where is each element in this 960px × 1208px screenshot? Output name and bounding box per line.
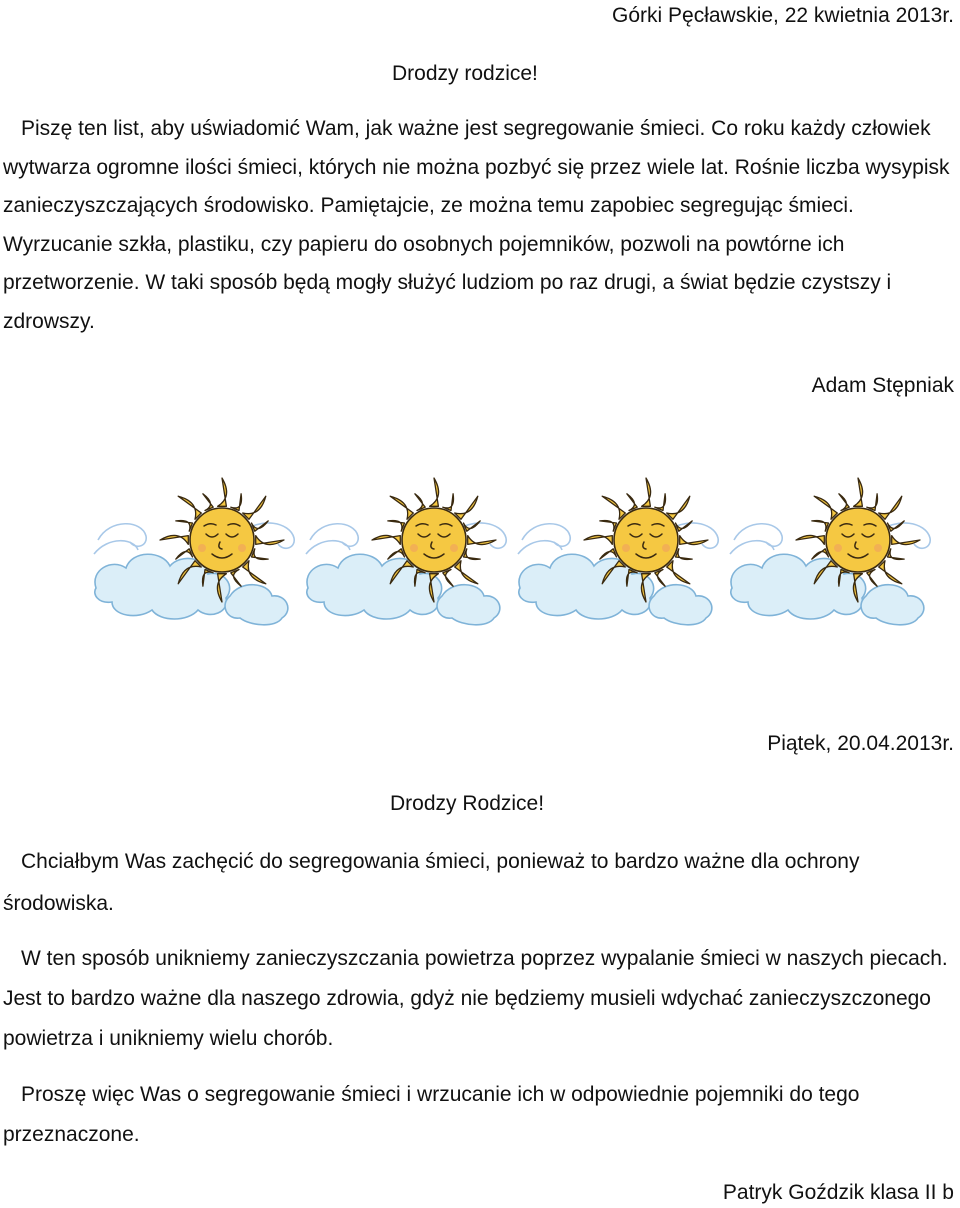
letter2-greeting: Drodzy Rodzice!	[390, 792, 545, 815]
letter2-signature: Patryk Goździk klasa II b	[722, 1181, 954, 1204]
letter2-paragraph-2	[3, 939, 953, 1059]
sun-cloud-banner	[90, 470, 960, 640]
sun-face-icon	[826, 508, 890, 572]
sun-cloud-illustration	[514, 470, 724, 640]
letter1-body	[3, 110, 953, 341]
sun-cloud-svg	[726, 470, 936, 640]
sun-cloud-illustration	[726, 470, 936, 640]
letter2-date: Piątek, 20.04.2013r.	[767, 732, 954, 755]
letter1-signature: Adam Stępniak	[811, 374, 954, 397]
sun-cloud-svg	[514, 470, 724, 640]
sun-face-icon	[402, 508, 466, 572]
sun-cloud-svg	[302, 470, 512, 640]
paragraph-text: Chciałbym Was zachęcić do segregowania śmieci, ponieważ to bardzo ważne dla ochrony środowiska.	[3, 850, 860, 915]
sun-face-icon	[190, 508, 254, 572]
letter2-paragraph-3	[3, 1075, 953, 1155]
letter2-paragraph-1	[3, 841, 953, 925]
sun-cloud-illustration	[90, 470, 300, 640]
letter1-greeting: Drodzy rodzice!	[392, 62, 538, 85]
paragraph-text: Proszę więc Was o segregowanie śmieci i wrzucanie ich w odpowiednie pojemniki do tego przeznaczone.	[3, 1083, 860, 1146]
sun-face-icon	[614, 508, 678, 572]
sun-cloud-svg	[90, 470, 300, 640]
sun-cloud-illustration	[302, 470, 512, 640]
paragraph-text: W ten sposób unikniemy zanieczyszczania powietrza poprzez wypalanie śmieci w naszych piecach. Jest to bardzo ważne dla naszego zdrowia, gdyż nie będziemy musieli wdychać zanieczyszczonego powietrza i unikniemy wielu chorób.	[3, 947, 948, 1050]
letter1-paragraph: Piszę ten list, aby uświadomić Wam, jak ważne jest segregowanie śmieci. Co roku każdy człowiek wytwarza ogromne ilości śmieci, których nie można pozbyć się przez wiele lat. Rośnie liczba wysypisk zanieczyszczających środowisko. Pamiętajcie, ze można temu zapobiec segregując śmieci. Wyrzucanie szkła, plastiku, czy papieru do osobnych pojemników, pozwoli na powtórne ich przetworzenie. W taki sposób będą mogły służyć ludziom po raz drugi, a świat będzie czystszy i zdrowszy.	[3, 117, 950, 333]
letter1-place-date: Górki Pęcławskie, 22 kwietnia 2013r.	[612, 4, 954, 27]
